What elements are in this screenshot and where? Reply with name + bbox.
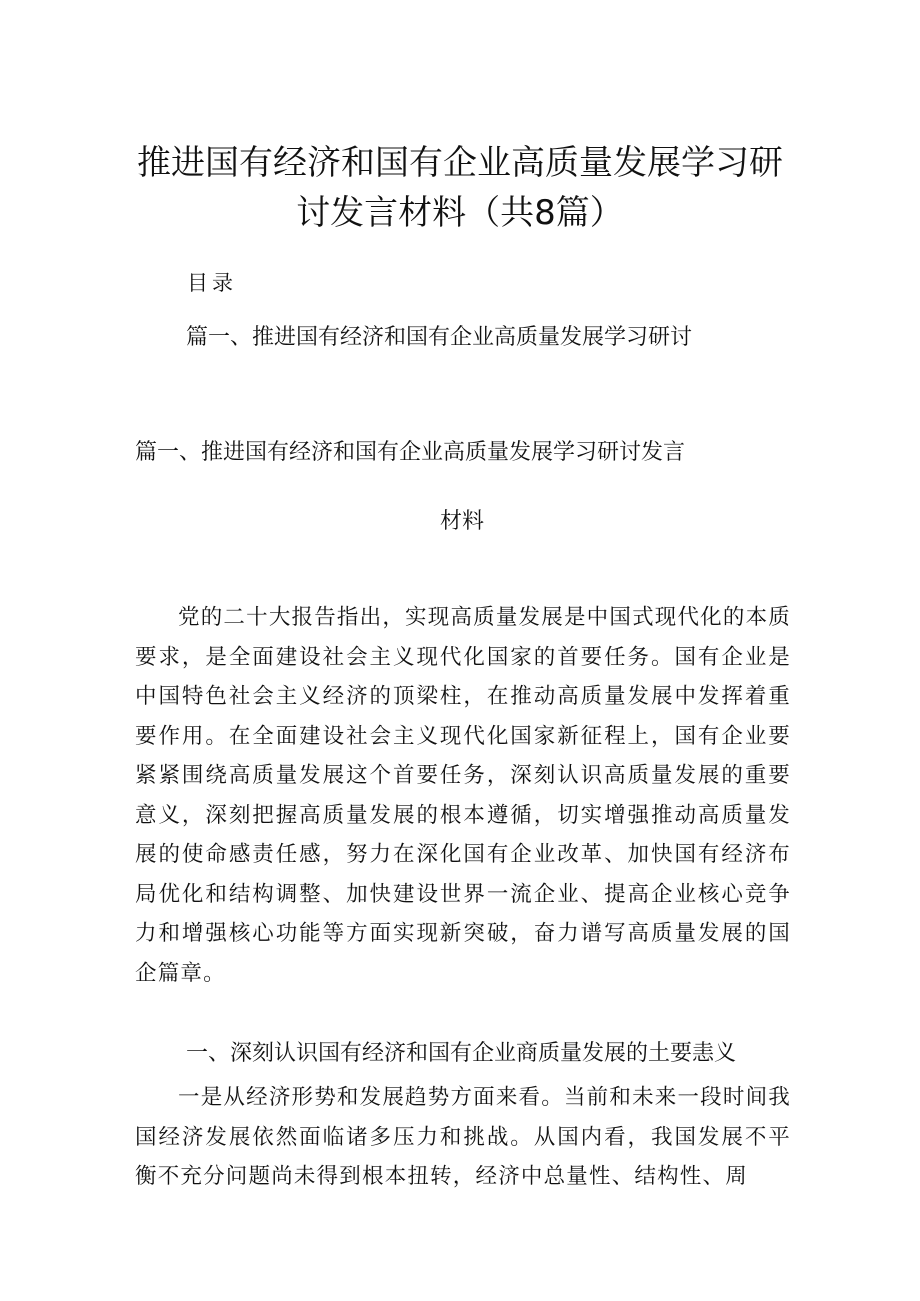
body-paragraph: 一是从经济形势和发展趋势方面来看。当前和未来一段时间我国经济发展依然面临诸多压力和挑战。从国内看，我国发展不平衡不充分问题尚未得到根本扭转，经济中总量性、结构性、周 — [135, 1085, 791, 1189]
section-heading-continued: 材料 — [439, 509, 484, 534]
body-paragraph: 党的二十大报告指出，实现高质量发展是中国式现代化的本质要求，是全面建设社会主义现代化国家的首要任务。国有企业是中国特色社会主义经济的顶梁柱，在推动高质量发展中发挥着重要作用。在全面建设社会主义现代化国家新征程上，国有企业要紧紧围绕高质量发展这个首要任务，深刻认识高质量发展的重要意义，深刻把握高质量发展的根本遵循，切实增强推动高质量发展的使命感责任感，努力在深化国有企业改革、加快国有经济布局优化和结构调整、加快建设世界一流企业、提高企业核心竞争力和增强核心功能等方面实现新突破，奋力谱写高质量发展的国企篇章。 — [135, 605, 791, 986]
section-heading: 篇一、推进国有经济和国有企业高质量发展学习研讨发言 — [135, 440, 686, 465]
subheading: 一、深刻认识国有经济和国有企业商质量发展的土要恚义 — [186, 1041, 737, 1066]
document-title: 推进国有经济和国有企业高质量发展学习研讨发言材料（共8篇） — [137, 143, 783, 233]
toc-label: 目录 — [187, 271, 237, 295]
toc-item[interactable]: 篇一、推进国有经济和国有企业高质量发展学习研讨 — [186, 325, 693, 350]
